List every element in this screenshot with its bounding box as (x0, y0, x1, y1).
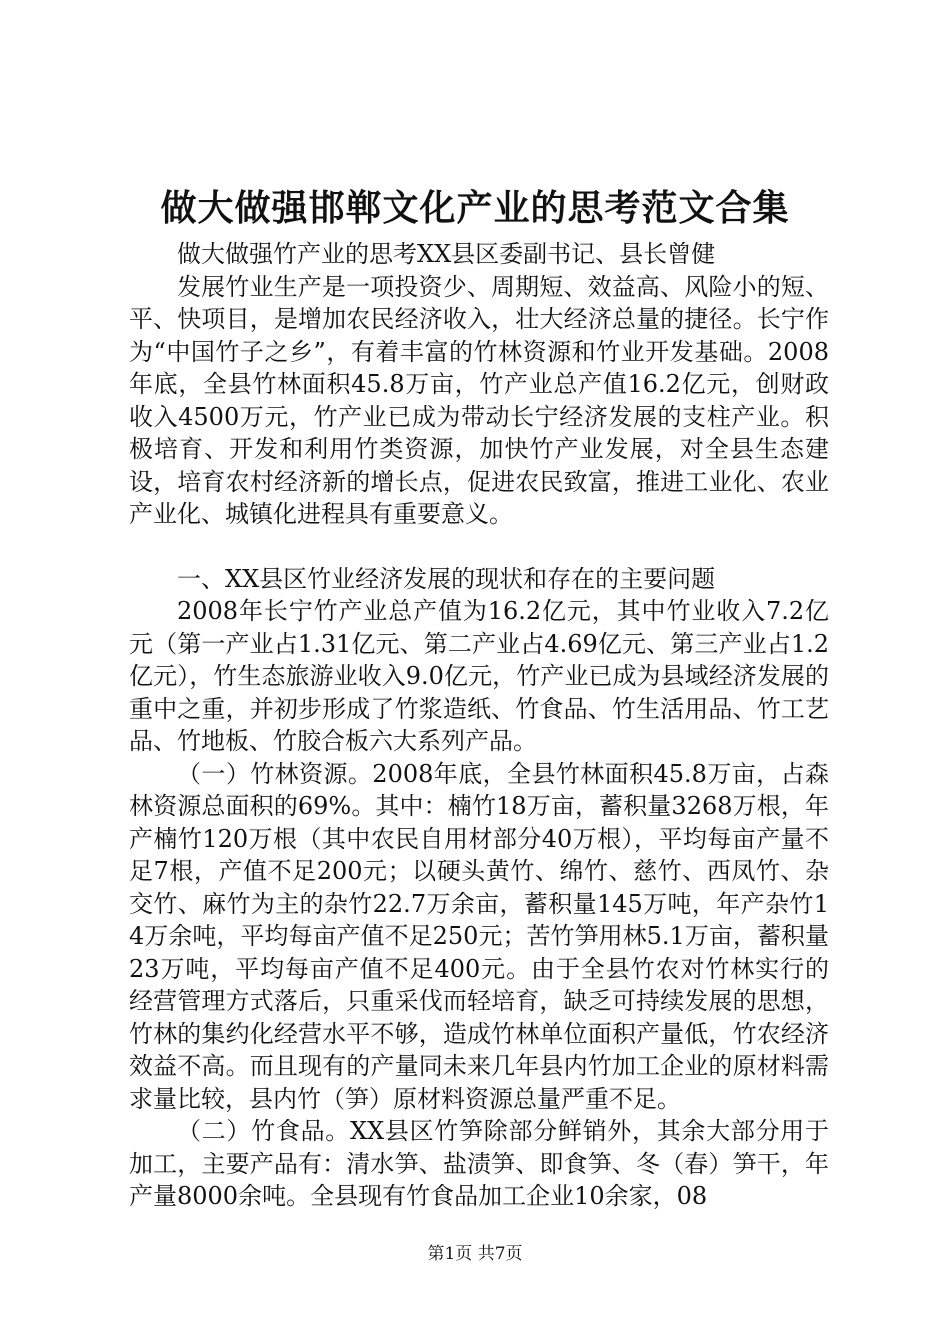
overview-paragraph: 2008年长宁竹产业总产值为16.2亿元，其中竹业收入7.2亿元（第一产业占1.31亿元、第二产业占4.69亿元、第三产业占1.2亿元），竹生态旅游业收入9.0亿元，竹产业已成为县域经济发展的重中之重，并初步形成了竹浆造纸、竹食品、竹生活用品、竹工艺品、竹地板、竹胶合板六大系列产品。 (129, 597, 829, 755)
section-heading: 一、XX县区竹业经济发展的现状和存在的主要问题 (177, 564, 716, 593)
bamboo-resources-paragraph: （一）竹林资源。2008年底，全县竹林面积45.8万亩，占森林资源总面积的69%。其中：楠竹18万亩，蓄积量3268万根，年产楠竹120万根（其中农民自用材部分40万根），平均每亩产量不足7根，产值不足200元；以硬头黄竹、绵竹、慈竹、西凤竹、杂交竹、麻竹为主的杂竹22.7万余亩，蓄积量145万吨，年产杂竹14万余吨，平均每亩产值不足250元；苦竹笋用林5.1万亩，蓄积量23万吨，平均每亩产值不足400元。由于全县竹农对竹林实行的经营管理方式落后，只重采伐而轻培育，缺乏可持续发展的思想，竹林的集约化经营水平不够，造成竹林单位面积产量低，竹农经济效益不高。而且现有的产量同未来几年县内竹加工企业的原材料需求量比较，县内竹（笋）原材料资源总量严重不足。 (129, 759, 829, 1113)
bamboo-food-paragraph: （二）竹食品。XX县区竹笋除部分鲜销外，其余大部分用于加工，主要产品有：清水笋、盐渍笋、即食笋、冬（春）笋干，年产量8000余吨。全县现有竹食品加工企业10余家，08 (129, 1117, 829, 1210)
page-number-footer: 第1页 共7页 (427, 1244, 523, 1264)
document-body (129, 238, 829, 1213)
document-title: 做大做强邯郸文化产业的思考范文合集 (160, 187, 790, 229)
subtitle-paragraph: 做大做强竹产业的思考XX县区委副书记、县长曾健 (177, 240, 716, 268)
intro-paragraph: 发展竹业生产是一项投资少、周期短、效益高、风险小的短、平、快项目，是增加农民经济收入，壮大经济总量的捷径。长宁作为“中国竹子之乡”，有着丰富的竹林资源和竹业开发基础。2008年底，全县竹林面积45.8万亩，竹产业总产值16.2亿元，创财政收入4500万元，竹产业已成为带动长宁经济发展的支柱产业。积极培育、开发和利用竹类资源，加快竹产业发展，对全县生态建设，培育农村经济新的增长点，促进农民致富，推进工业化、农业产业化、城镇化进程具有重要意义。 (129, 272, 829, 528)
